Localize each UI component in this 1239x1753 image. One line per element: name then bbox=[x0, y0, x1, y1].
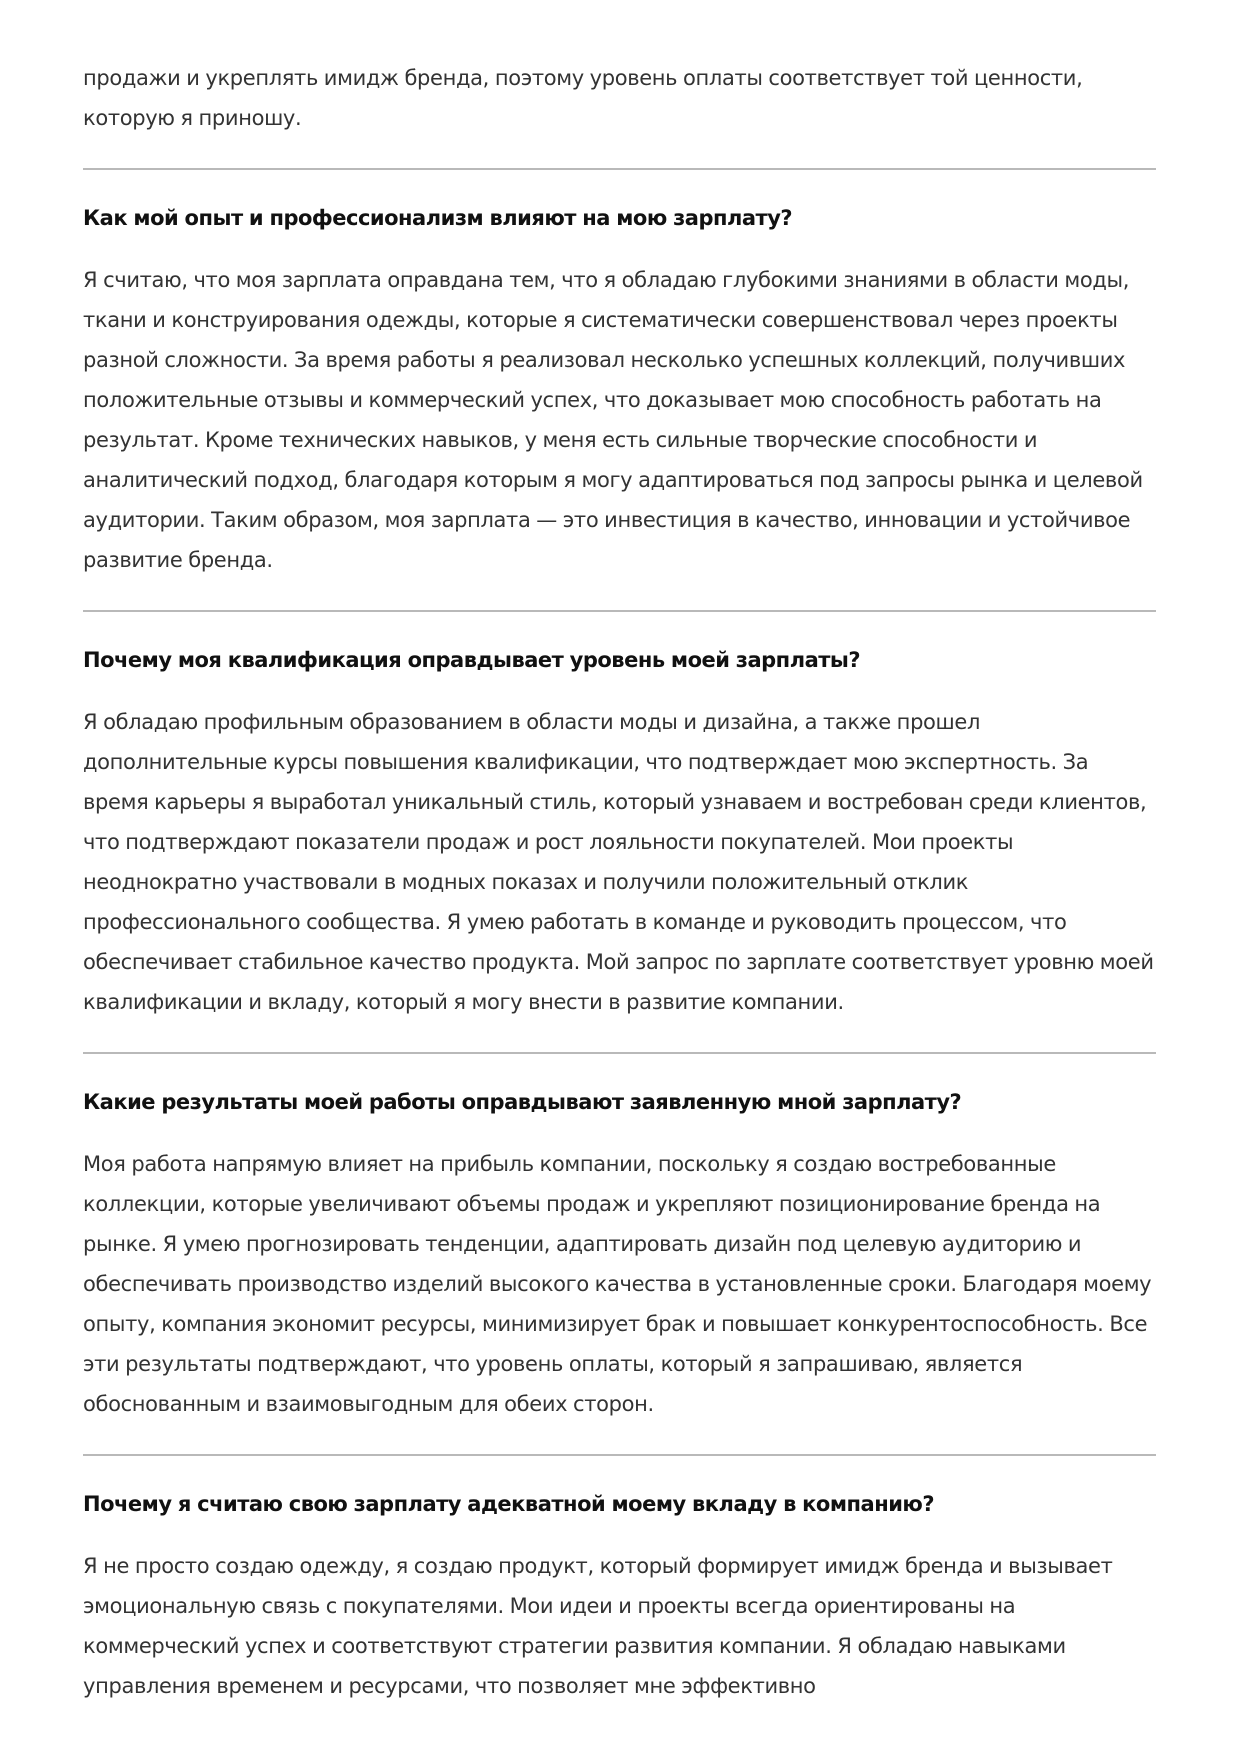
section-paragraph: Я обладаю профильным образованием в области моды и дизайна, а также прошел дополнительные курсы повышения квалификации, что подтверждает мою экспертность. За время карьеры я выработал уникальный стиль, который узнаваем и востребован среди клиентов, что подтверждают показатели продаж и рост лояльности покупателей. Мои проекты неоднократно участвовали в модных показах и получили положительный отклик профессионального сообщества. Я умею работать в команде и руководить процессом, что обеспечивает стабильное качество продукта. Мой запрос по зарплате соответствует уровню моей квалификации и вкладу, который я могу внести в развитие компании. bbox=[83, 710, 1154, 1014]
faq-section-contribution bbox=[83, 1484, 1156, 1706]
section-heading: Как мой опыт и профессионализм влияют на мою зарплату? bbox=[83, 206, 793, 230]
section-divider bbox=[83, 168, 1156, 170]
section-paragraph: Я считаю, что моя зарплата оправдана тем, что я обладаю глубокими знаниями в области моды, ткани и конструирования одежды, которые я систематически совершенствовал через проекты разной сложности. За время работы я реализовал несколько успешных коллекций, получивших положительные отзывы и коммерческий успех, что доказывает мою способность работать на результат. Кроме технических навыков, у меня есть сильные творческие способности и аналитический подход, благодаря которым я могу адаптироваться под запросы рынка и целевой аудитории. Таким образом, моя зарплата — это инвестиция в качество, инновации и устойчивое развитие бренда. bbox=[83, 268, 1143, 572]
section-divider bbox=[83, 1454, 1156, 1456]
faq-section-results bbox=[83, 1082, 1156, 1424]
section-heading: Почему я считаю свою зарплату адекватной моему вкладу в компанию? bbox=[83, 1492, 935, 1516]
intro-paragraph: продажи и укреплять имидж бренда, поэтому уровень оплаты соответствует той ценности, которую я приношу. bbox=[83, 66, 1083, 130]
section-heading: Какие результаты моей работы оправдывают заявленную мной зарплату? bbox=[83, 1090, 962, 1114]
faq-section-experience bbox=[83, 198, 1156, 580]
document-page bbox=[83, 58, 1156, 1706]
section-heading: Почему моя квалификация оправдывает уровень моей зарплаты? bbox=[83, 648, 861, 672]
section-divider bbox=[83, 1052, 1156, 1054]
section-paragraph: Моя работа напрямую влияет на прибыль компании, поскольку я создаю востребованные коллекции, которые увеличивают объемы продаж и укрепляют позиционирование бренда на рынке. Я умею прогнозировать тенденции, адаптировать дизайн под целевую аудиторию и обеспечивать производство изделий высокого качества в установленные сроки. Благодаря моему опыту, компания экономит ресурсы, минимизирует брак и повышает конкурентоспособность. Все эти результаты подтверждают, что уровень оплаты, который я запрашиваю, является обоснованным и взаимовыгодным для обеих сторон. bbox=[83, 1152, 1152, 1416]
faq-section-qualification bbox=[83, 640, 1156, 1022]
section-paragraph: Я не просто создаю одежду, я создаю продукт, который формирует имидж бренда и вызывает эмоциональную связь с покупателями. Мои идеи и проекты всегда ориентированы на коммерческий успех и соответствуют стратегии развития компании. Я обладаю навыками управления временем и ресурсами, что позволяет мне эффективно bbox=[83, 1554, 1113, 1698]
section-divider bbox=[83, 610, 1156, 612]
